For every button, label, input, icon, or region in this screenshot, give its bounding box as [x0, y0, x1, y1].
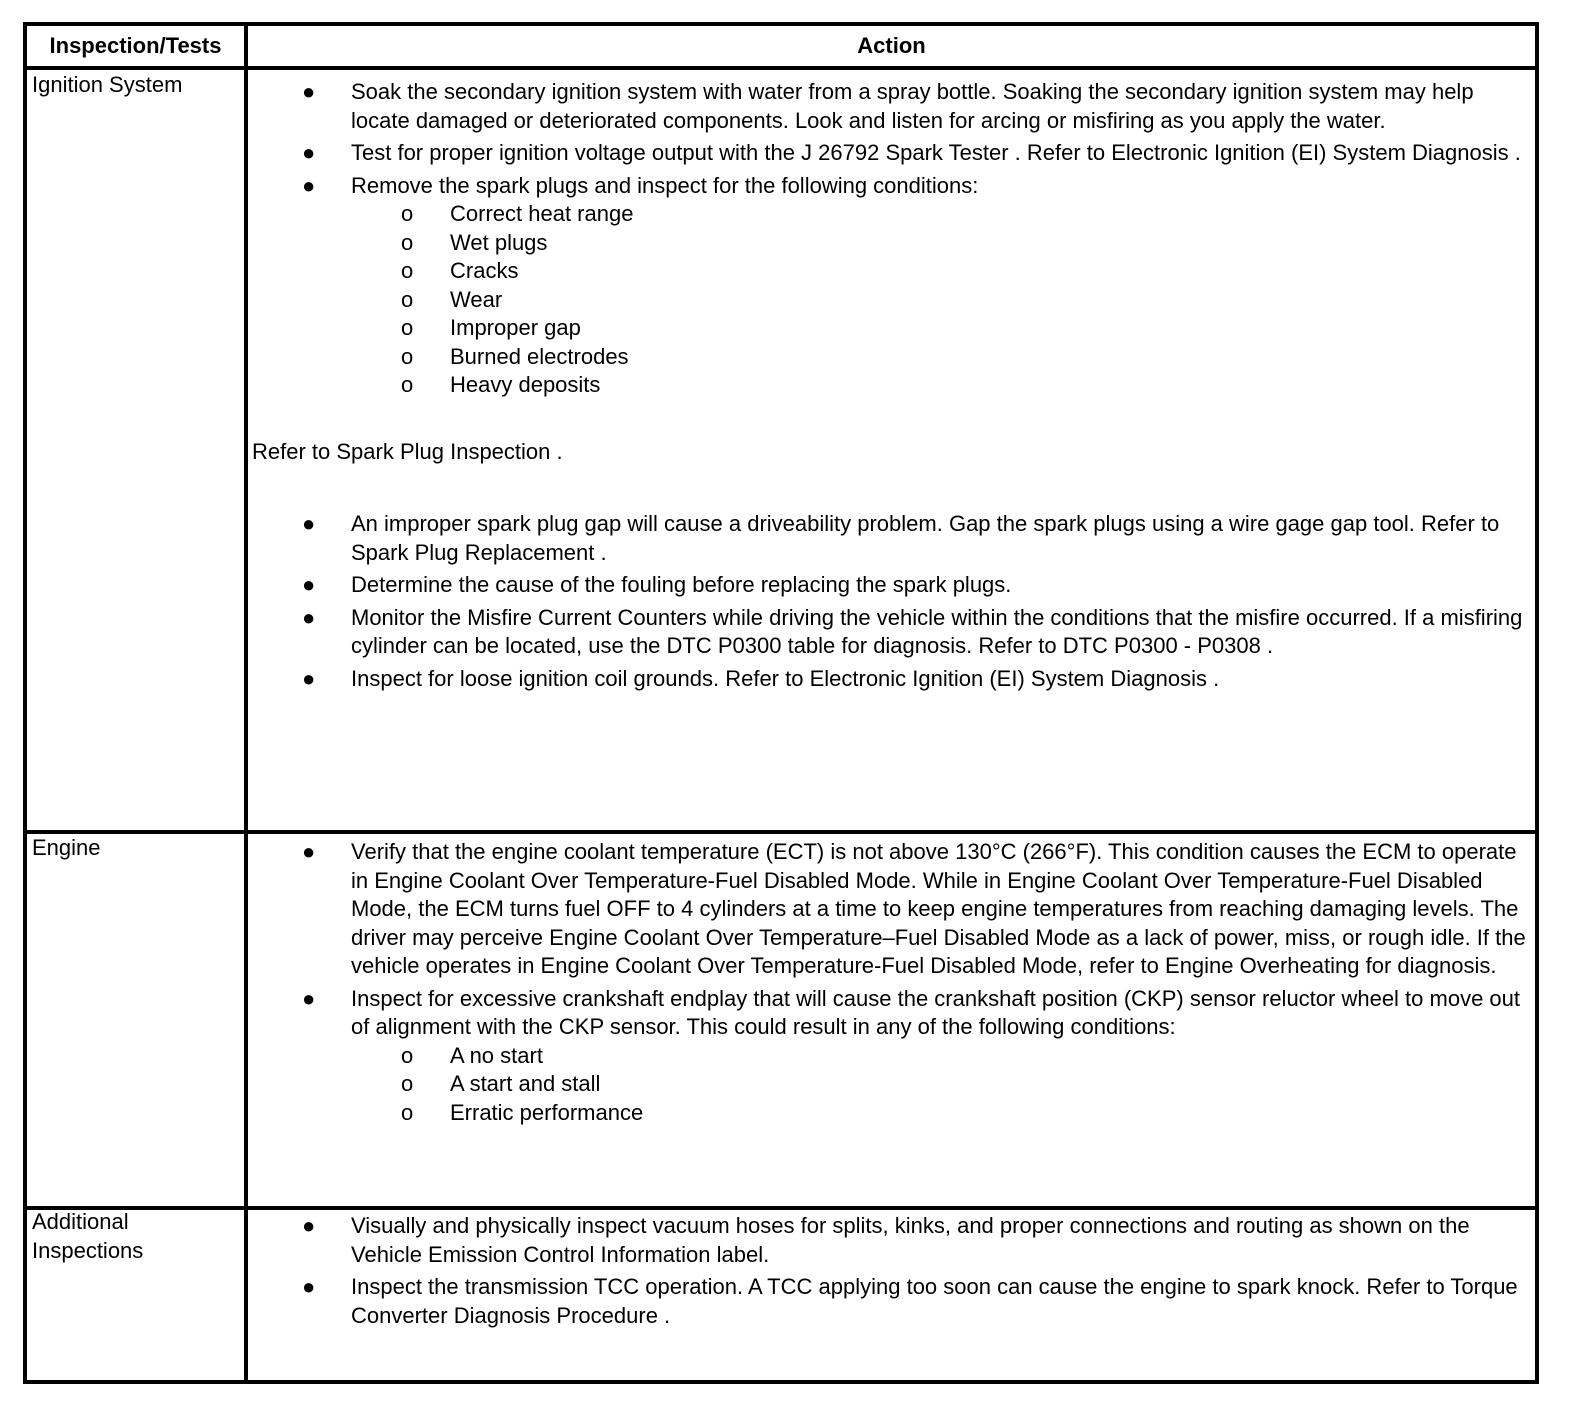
- header-action: Action: [857, 33, 926, 58]
- sub-list-item: o Improper gap: [248, 314, 1535, 343]
- sub-bullet-icon: o: [401, 201, 414, 226]
- sub-list-item: o Burned electrodes: [248, 343, 1535, 372]
- sub-bullet-icon: o: [401, 229, 414, 255]
- header-inspection-tests: Inspection/Tests: [49, 33, 222, 58]
- list-item: ● An improper spark plug gap will cause a driveability problem. Gap the spark plugs using a wire gage gap tool. Refer to Spark Plug Replacement .: [302, 511, 1500, 565]
- list-item: ● Visually and physically inspect vacuum hoses for splits, kinks, and proper connections and routing as shown on the Vehicle Emission Control Information label.: [302, 1213, 1470, 1267]
- sub-list-item: o Erratic performance: [248, 1099, 1535, 1128]
- bullet-icon: ●: [302, 665, 316, 691]
- action-cell-ignition-system: [248, 78, 1535, 697]
- sub-list-item: o Correct heat range: [248, 200, 1535, 229]
- list-item: ● Determine the cause of the fouling before replacing the spark plugs.: [248, 571, 1535, 600]
- bullet-icon: ●: [302, 172, 316, 198]
- sub-bullet-icon: o: [401, 1071, 414, 1096]
- list-item: ● Inspect for excessive crankshaft endplay that will cause the crankshaft position (CKP) sensor reluctor wheel to move out of alignment with the CKP sensor. This could result in any of the following conditions:: [302, 985, 1521, 1039]
- list-item: ● Inspect for loose ignition coil grounds. Refer to Electronic Ignition (EI) System Diagnosis .: [248, 665, 1535, 694]
- bullet-icon: ●: [302, 604, 316, 630]
- sub-bullet-icon: o: [401, 343, 414, 369]
- row-label-additional-inspections: Additional Inspections: [32, 1209, 144, 1263]
- bullet-icon: ●: [302, 572, 316, 597]
- sub-list-item: o Wet plugs: [248, 229, 1535, 258]
- bullet-icon: ●: [302, 1274, 316, 1299]
- sub-bullet-icon: o: [401, 1099, 414, 1125]
- bullet-icon: ●: [302, 140, 316, 165]
- sub-bullet-icon: o: [401, 315, 414, 340]
- row-label-ignition-system: Ignition System: [32, 72, 183, 97]
- list-item: ● Remove the spark plugs and inspect for the following conditions:: [248, 172, 1535, 201]
- sub-list-item: o Wear: [248, 286, 1535, 315]
- sub-list-item: o Heavy deposits: [248, 371, 1535, 400]
- row-divider: [27, 1206, 1535, 1210]
- spark-plug-inspection-note: Refer to Spark Plug Inspection .: [252, 438, 563, 464]
- bullet-icon: ●: [302, 1213, 316, 1238]
- row-divider: [27, 830, 1535, 834]
- sub-list-item: o A no start: [248, 1042, 1535, 1071]
- list-item: ● Test for proper ignition voltage output with the J 26792 Spark Tester . Refer to Electronic Ignition (EI) System Diagnosis .: [248, 139, 1535, 168]
- inspection-table: [23, 22, 1539, 1384]
- header-divider: [27, 66, 1535, 70]
- sub-bullet-icon: o: [401, 258, 414, 283]
- bullet-icon: ●: [302, 511, 316, 536]
- sub-bullet-icon: o: [401, 1042, 414, 1068]
- action-cell-additional-inspections: [248, 1212, 1535, 1334]
- list-item: ● Verify that the engine coolant temperature (ECT) is not above 130°C (266°F). This condition causes the ECM to operate in Engine Coolant Over Temperature-Fuel Disabled Mode. While in Engine Coolant Over Temperature-Fuel Disabled Mode, the ECM turns fuel OFF to 4 cylinders at a time to keep engine temperatures from reaching damaging levels. The driver may perceive Engine Coolant Over Temperature–Fuel Disabled Mode as a lack of power, miss, or rough idle. If the vehicle operates in Engine Coolant Over Temperature-Fuel Disabled Mode, refer to Engine Overheating for diagnosis.: [302, 839, 1526, 978]
- row-label-engine: Engine: [32, 835, 101, 860]
- action-cell-engine: [248, 838, 1535, 1127]
- bullet-icon: ●: [302, 79, 316, 104]
- list-item: ● Soak the secondary ignition system with water from a spray bottle. Soaking the secondary ignition system may help locate damaged or deteriorated components. Look and listen for arcing or misfiring as you apply the water.: [302, 79, 1474, 133]
- sub-list-item: o A start and stall: [248, 1070, 1535, 1099]
- bullet-icon: ●: [302, 839, 316, 864]
- list-item: ● Monitor the Misfire Current Counters while driving the vehicle within the conditions that the misfire occurred. If a misfiring cylinder can be located, use the DTC P0300 table for diagnosis. Refer to DTC P0300 - P0308 .: [302, 604, 1523, 658]
- list-item: ● Inspect the transmission TCC operation. A TCC applying too soon can cause the engine to spark knock. Refer to Torque Converter Diagnosis Procedure .: [302, 1274, 1518, 1328]
- bullet-icon: ●: [302, 985, 316, 1011]
- sub-bullet-icon: o: [401, 286, 414, 312]
- sub-bullet-icon: o: [401, 372, 414, 397]
- sub-list-item: o Cracks: [248, 257, 1535, 286]
